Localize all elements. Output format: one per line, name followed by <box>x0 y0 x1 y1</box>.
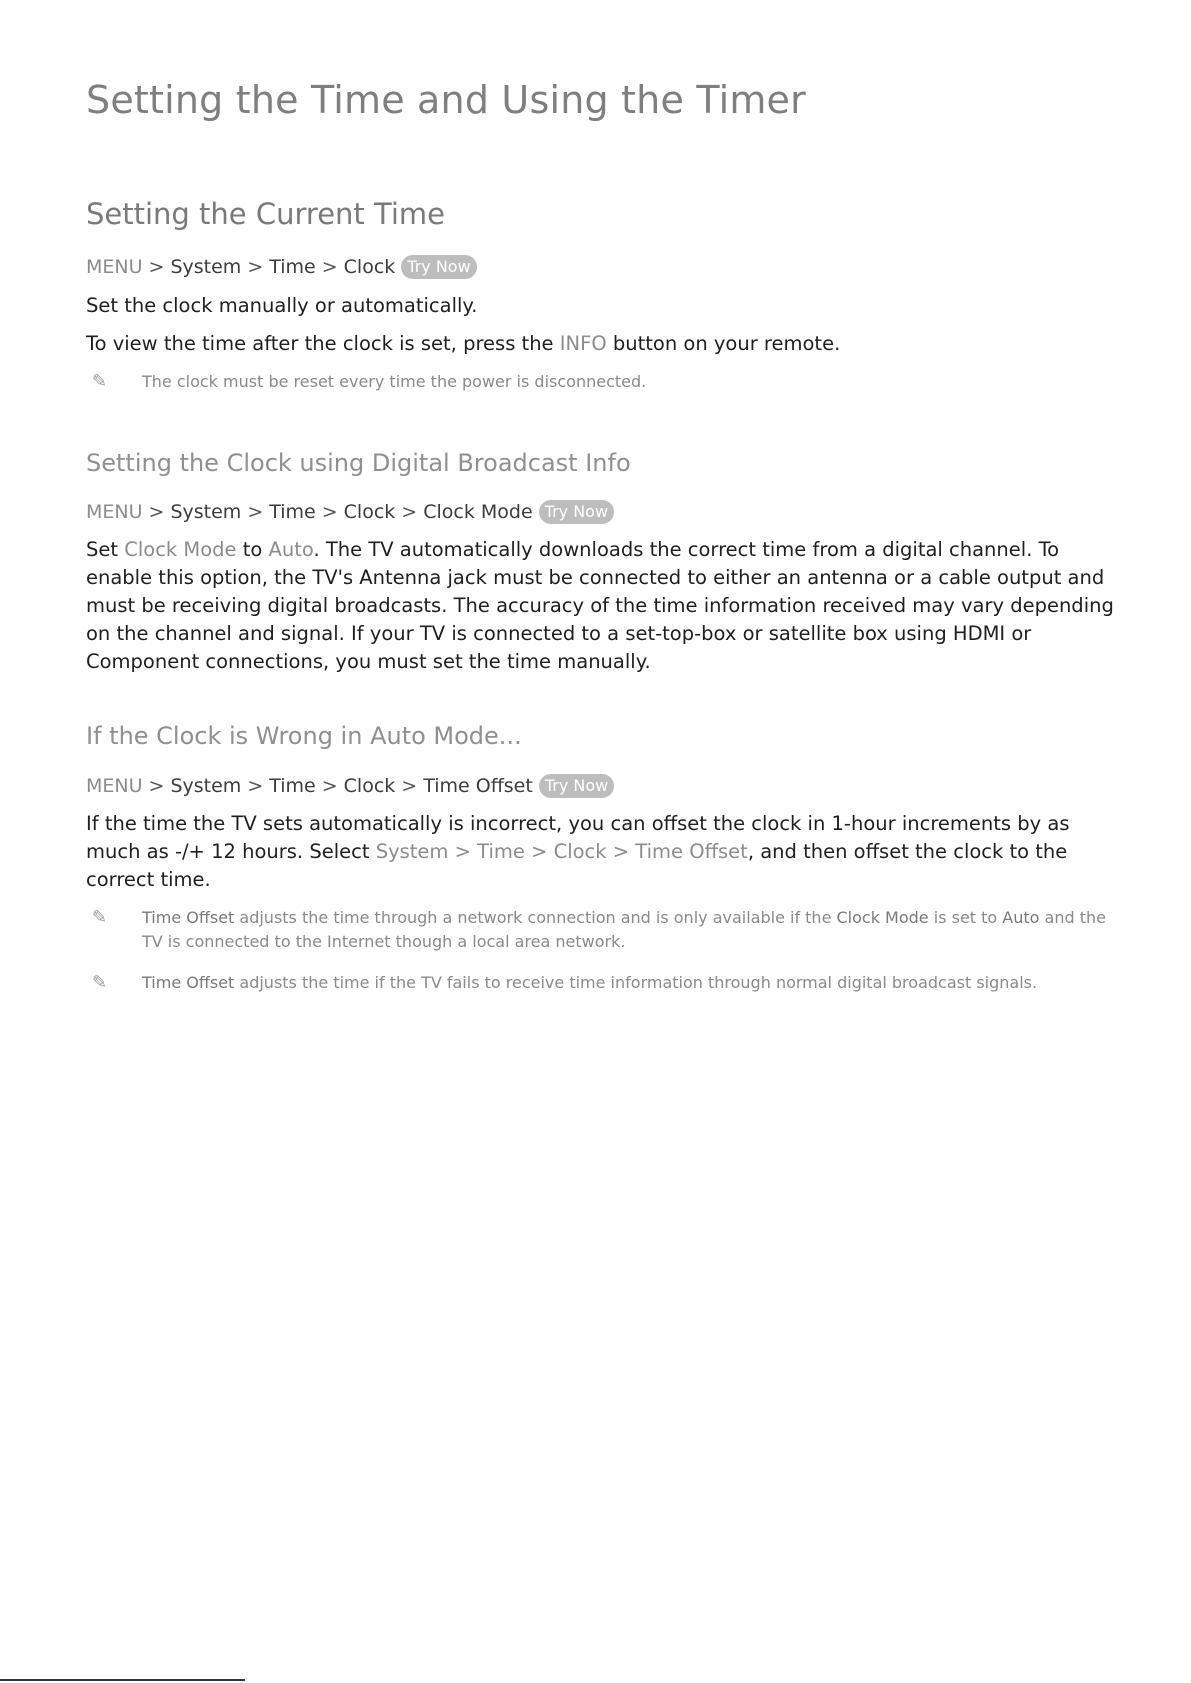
chevron-right-icon: > <box>401 775 418 797</box>
chevron-right-icon: > <box>148 775 165 797</box>
text: Set <box>86 538 125 561</box>
note <box>86 906 1116 954</box>
menu-path-item: System <box>170 256 242 278</box>
chevron-right-icon: > <box>247 775 264 797</box>
menu-path-item: Time <box>269 501 316 523</box>
menu-path-item: System <box>170 775 242 797</box>
text: . The TV automatically downloads the correct time from a digital channel. To enable this option, the TV's Antenna jack must be connected to either an antenna or a cable output and must be receiving digital broadcasts. The accuracy of the time information received may vary depending on the channel and signal. If your TV is connected to a set-top-box or satellite box using HDMI or Component connections, you must set the time manually. <box>86 538 1114 673</box>
paragraph-time-offset <box>86 810 1114 894</box>
paragraph: Set the clock manually or automatically. <box>86 294 478 317</box>
setting-name: Time Offset <box>142 973 235 992</box>
menu-path-item: System <box>170 501 242 523</box>
chevron-right-icon: > <box>321 775 338 797</box>
chevron-right-icon: > <box>148 256 165 278</box>
chevron-right-icon: > <box>321 501 338 523</box>
setting-name: Clock Mode <box>836 908 929 927</box>
setting-value: Auto <box>268 538 314 561</box>
paragraph-info-button <box>86 330 1114 358</box>
setting-name: Clock Mode <box>124 538 237 561</box>
paragraph-clock-mode <box>86 536 1114 676</box>
text: and the TV is connected to the Internet though a local area network. <box>142 908 1106 951</box>
setting-value: Auto <box>1002 908 1040 927</box>
note-text: The clock must be reset every time the power is disconnected. <box>142 372 647 391</box>
menu-path-item: Clock <box>343 256 396 278</box>
menu-path-item: Clock Mode <box>423 501 533 523</box>
text: adjusts the time through a network connection and is only available if the <box>234 908 837 927</box>
menu-path-item: Clock <box>343 775 396 797</box>
text: adjusts the time if the TV fails to receive time information through normal digital broadcast signals. <box>234 973 1038 992</box>
menu-path-item: Time <box>269 256 316 278</box>
pencil-icon: ✎ <box>92 907 108 928</box>
text: button on your remote. <box>606 332 841 355</box>
chevron-right-icon: > <box>401 501 418 523</box>
chevron-right-icon: > <box>247 501 264 523</box>
info-button-label: INFO <box>559 332 607 355</box>
menu-path-clock-mode <box>86 500 614 524</box>
menu-path-item: Clock <box>343 501 396 523</box>
menu-path-item: Time Offset <box>423 775 533 797</box>
pencil-icon: ✎ <box>92 371 108 392</box>
note-text <box>142 906 1116 954</box>
chevron-right-icon: > <box>247 256 264 278</box>
pencil-icon: ✎ <box>92 972 108 993</box>
text: If the time the TV sets automatically is incorrect, you can offset the clock in 1-hour increments by as much as -/+ 12 hours. Select <box>86 812 1070 863</box>
menu-path-item: MENU <box>86 501 143 523</box>
try-now-button[interactable]: Try Now <box>401 255 476 279</box>
page-title: Setting the Time and Using the Timer <box>86 78 806 122</box>
setting-name: Time Offset <box>142 908 235 927</box>
text: To view the time after the clock is set, press the <box>86 332 560 355</box>
text: , and then offset the clock to the correct time. <box>86 840 1068 891</box>
note <box>86 971 1116 995</box>
menu-path-time-offset <box>86 774 614 798</box>
note <box>86 370 1116 394</box>
section-heading-clock-wrong: If the Clock is Wrong in Auto Mode... <box>86 722 522 750</box>
footer-divider <box>0 1679 245 1681</box>
menu-path-item: Time <box>269 775 316 797</box>
text: to <box>236 538 269 561</box>
menu-path-item: MENU <box>86 256 143 278</box>
menu-path-clock <box>86 255 477 279</box>
section-heading-digital-broadcast: Setting the Clock using Digital Broadcast Info <box>86 449 631 477</box>
chevron-right-icon: > <box>148 501 165 523</box>
try-now-button[interactable]: Try Now <box>539 774 614 798</box>
chevron-right-icon: > <box>321 256 338 278</box>
menu-path-inline: System > Time > Clock > Time Offset <box>375 840 748 863</box>
text: is set to <box>928 908 1003 927</box>
try-now-button[interactable]: Try Now <box>539 500 614 524</box>
section-heading-current-time: Setting the Current Time <box>86 197 445 231</box>
note-text <box>142 971 1116 995</box>
menu-path-item: MENU <box>86 775 143 797</box>
